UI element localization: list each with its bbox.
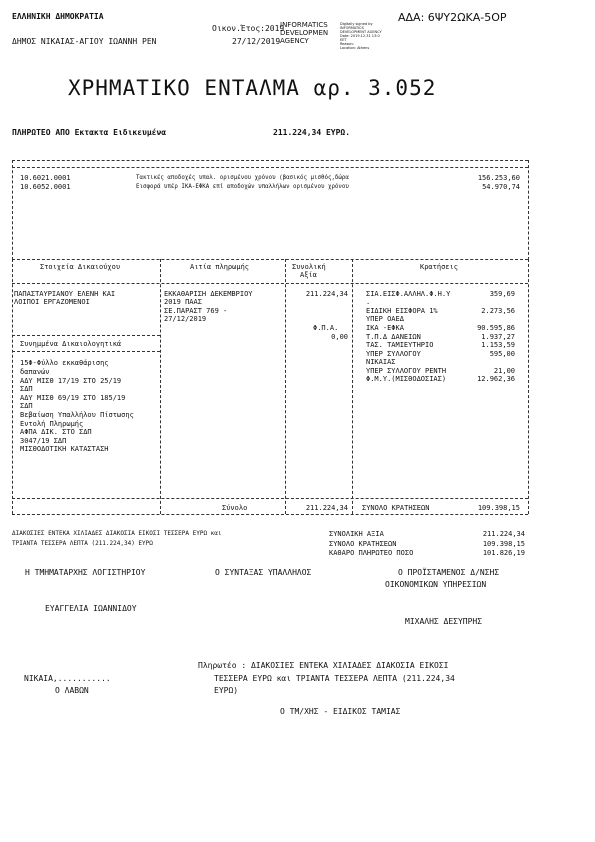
footer-receiver: Ο ΛΑΒΩΝ: [55, 686, 89, 695]
signature-director-name: ΜΙΧΑΛΗΣ ΔΕΣΥΠΡΗΣ: [405, 617, 483, 626]
payable-label: ΠΛΗΡΩΤΕΟ ΑΠΟ Εκτακτα Ειδικευμένα: [12, 128, 167, 137]
deduction-label: ΥΠΕΡ ΣΥΛΛΟΓΟΥ: [366, 350, 421, 358]
reason-line: ΕΚΚΑΘΑΡΙΣΗ ΔΕΚΕΜΒΡΙΟΥ: [164, 290, 253, 298]
sum-value: 211.224,34: [305, 504, 348, 512]
divider: [528, 160, 529, 260]
sum-deductions-label: ΣΥΝΟΛΟ ΚΡΑΤΗΣΕΩΝ: [362, 504, 430, 512]
deduction-label: .: [366, 298, 371, 306]
attachment-item: 3047/19 ΣΔΠ: [20, 437, 67, 445]
sum-label: Σύνολο: [222, 504, 248, 512]
deduction-label: ΣΙΑ.ΕΙΣΦ.ΑΛΛΗΛ.Φ.Η.Υ: [366, 290, 451, 298]
header-beneficiary: Στοιχεία Δικαιούχου: [40, 263, 121, 271]
attachment-item: Εντολή Πληρωμής: [20, 420, 84, 428]
header-total: Συνολική: [292, 263, 326, 271]
deduction-label: Φ.Μ.Υ.(ΜΙΣΘΟΔΟΣΙΑΣ): [366, 375, 447, 383]
table-top-border: [12, 259, 528, 260]
attachment-item: ΜΙΣΘΟΔΟΤΙΚΗ ΚΑΤΑΣΤΑΣΗ: [20, 445, 109, 453]
deduction-label: ΙΚΑ -ΕΦΚΑ: [366, 324, 404, 332]
paid-line-1: Πληρωτέο : ΔΙΑΚΟΣΙΕΣ ΕΝΤΕΚΑ ΧΙΛΙΑΔΕΣ ΔΙΑΚΟΣΙΑ ΕΙΚΟΣΙ: [198, 661, 449, 670]
attachment-item: δαπανών: [20, 368, 50, 376]
payable-amount: 211.224,34 ΕΥΡΩ.: [273, 128, 351, 137]
header-total-2: Αξία: [300, 271, 317, 279]
summary-total-label: ΣΥΝΟΛΙΚΗ ΑΞΙΑ: [329, 530, 384, 538]
attachment-item: ΑΦΠΑ ΔΙΚ. ΣΤΟ ΣΔΠ: [20, 428, 92, 436]
deduction-label: ΕΙΔΙΚΗ ΕΙΣΦΟΡΑ 1%: [366, 307, 438, 315]
col-border: [12, 259, 13, 514]
summary-net-label: ΚΑΘΑΡΟ ΠΛΗΡΩΤΕΟ ΠΟΣΟ: [329, 549, 414, 557]
page-title: ΧΡΗΜΑΤΙΚΟ ΕΝΤΑΛΜΑ αρ. 3.052: [68, 76, 437, 100]
col-border: [352, 259, 353, 514]
footer-place: ΝΙΚΑΙΑ,...........: [24, 674, 111, 683]
stamp-line: INFORMATICS: [340, 26, 364, 30]
deduction-label: Τ.Π.Δ ΔΑΝΕΙΩΝ: [366, 333, 421, 341]
attachment-item: ΑΔΥ ΜΙΣΘ 69/19 ΣΤΟ 185/19: [20, 394, 126, 402]
amount-words-line2: ΤΡΙΑΝΤΑ ΤΕΣΣΕΡΑ ΛΕΠΤΑ (211.224,34) ΕΥΡΩ: [12, 540, 153, 547]
summary-total-value: 211.224,34: [482, 530, 525, 538]
document-date: 27/12/2019: [232, 37, 281, 46]
deduction-label: ΥΠΕΡ ΣΥΛΛΟΓΟΥ ΡΕΝΤΗ: [366, 367, 447, 375]
fpa-label: Φ.Π.Α.: [313, 324, 339, 332]
stamp-line: Location: Athens: [340, 46, 370, 50]
col-border: [285, 259, 286, 514]
total-value: 211.224,34: [305, 290, 348, 298]
attachment-item: Βεβαίωση Υπαλλήλου Πίστωσης: [20, 411, 134, 419]
divider: [12, 167, 528, 168]
stamp-logo-line1: INFORMATICS: [280, 21, 328, 29]
divider: [12, 160, 13, 260]
summary-deductions-value: 109.398,15: [482, 540, 525, 548]
paid-line-2: ΤΕΣΣΕΡΑ ΕΥΡΩ και ΤΡΙΑΝΤΑ ΤΕΣΣΕΡΑ ΛΕΠΤΑ (211.224,34: [214, 674, 455, 683]
signature-director-line1: Ο ΠΡΟΪΣΤΑΜΕΝΟΣ Δ/ΝΣΗΣ: [398, 568, 500, 577]
attachment-item: 15Φ-Φύλλο εκκαθάρισης: [20, 359, 109, 367]
stamp-logo-line3: AGENCY: [280, 37, 309, 45]
col-border: [528, 259, 529, 514]
col-border: [160, 259, 161, 514]
stamp-line: EET: [340, 38, 347, 42]
municipality-name: ΔΗΜΟΣ ΝΙΚΑΙΑΣ-ΑΓΙΟΥ ΙΩΑΝΝΗ ΡΕΝ: [12, 37, 157, 46]
code-row-2-desc: Εισφορά υπέρ ΙΚΑ-ΕΦΚΑ επί αποδοχών υπαλλήλων ορισμένου χρόνου: [136, 184, 349, 190]
code-row-1-code: 10.6021.0001: [20, 174, 71, 182]
fiscal-year: Οικον.Έτος:2019: [212, 24, 285, 33]
deduction-label: ΝΙΚΑΙΑΣ: [366, 358, 396, 366]
attachment-item: ΣΔΠ: [20, 402, 33, 410]
signature-director-line2: ΟΙΚΟΝΟΜΙΚΩΝ ΥΠΗΡΕΣΙΩΝ: [385, 580, 487, 589]
summary-deductions-label: ΣΥΝΟΛΟ ΚΡΑΤΗΣΕΩΝ: [329, 540, 397, 548]
table-header-border: [12, 283, 528, 284]
table-sum-border: [12, 498, 528, 499]
header-deductions: Κρατήσεις: [420, 263, 458, 271]
header-reason: Αιτία πληρωμής: [190, 263, 250, 271]
table-bottom-border: [12, 514, 528, 515]
deduction-value: 2.273,56: [481, 307, 515, 315]
sum-deductions-value: 109.398,15: [477, 504, 520, 512]
stamp-logo-line2: DEVELOPMEN: [280, 29, 329, 37]
paid-line-3: ΕΥΡΩ): [214, 686, 239, 695]
deduction-value: 1.153,59: [481, 341, 515, 349]
stamp-line: Reason:: [340, 42, 354, 46]
republic-label: ΕΛΛΗΝΙΚΗ ΔΗΜΟΚΡΑΤΙΑ: [12, 12, 104, 21]
reason-line: 27/12/2019: [164, 315, 207, 323]
footer-cashier: Ο ΤΜ/ΧΗΣ - ΕΙΔΙΚΟΣ ΤΑΜΙΑΣ: [280, 707, 401, 716]
stamp-line: Digitally signed by: [340, 22, 373, 26]
signature-author: Ο ΣΥΝΤΑΞΑΣ ΥΠΑΛΛΗΛΟΣ: [215, 568, 312, 577]
code-row-1-amount: 156.253,60: [477, 174, 520, 182]
divider: [12, 335, 160, 336]
stamp-line: Date: 2019.12.31 13:0: [340, 34, 380, 38]
stamp-line: DEVELOPMENT AGENCY: [340, 30, 382, 34]
summary-net-value: 101.826,19: [482, 549, 525, 557]
attachment-item: ΑΔΥ ΜΙΣΘ 17/19 ΣΤΟ 25/19: [20, 377, 122, 385]
deduction-value: 1.937,27: [481, 333, 515, 341]
reason-line: ΣΕ.ΠΑΡΑΣΤ 769 -: [164, 307, 228, 315]
deduction-value: 21,00: [493, 367, 515, 375]
digital-signature-stamp: [280, 22, 385, 58]
signature-head-accounting: Η ΤΜΗΜΑΤΑΡΧΗΣ ΛΟΓΙΣΤΗΡΙΟΥ: [25, 568, 146, 577]
code-row-2-code: 10.6052.0001: [20, 183, 71, 191]
divider: [12, 351, 160, 352]
code-row-1-desc: Τακτικές αποδοχές υπαλ. ορισμένου χρόνου (βασικός μισθός,δώρα: [136, 175, 349, 181]
signature-head-name: ΕΥΑΓΓΕΛΙΑ ΙΩΑΝΝΙΔΟΥ: [45, 604, 137, 613]
divider: [12, 160, 528, 161]
deduction-value: 359,69: [489, 290, 515, 298]
deduction-value: 12.962,36: [477, 375, 515, 383]
attachment-item: ΣΔΠ: [20, 385, 33, 393]
beneficiary-name-2: ΛΟΙΠΟΙ ΕΡΓΑΖΟΜΕΝΟΙ: [14, 298, 90, 306]
code-row-2-amount: 54.970,74: [482, 183, 520, 191]
beneficiary-name: ΠΑΠΑΣΤΑΥΡΙΑΝΟΥ ΕΛΕΝΗ ΚΑΙ: [14, 290, 116, 298]
ada-code: ΑΔΑ: 6ΨΥ2ΩΚΑ-5ΟΡ: [398, 11, 507, 24]
fpa-value: 0,00: [331, 333, 348, 341]
attachments-label: Συνημμένα Δικαιολογητικά: [20, 340, 122, 348]
deduction-value: 595,00: [489, 350, 515, 358]
deduction-label: ΥΠΕΡ ΟΑΕΔ: [366, 315, 404, 323]
deduction-label: ΤΑΣ. ΤΑΜΙΕΥΤΗΡΙΟ: [366, 341, 434, 349]
deduction-value: 90.595,86: [477, 324, 515, 332]
amount-words-line1: ΔΙΑΚΟΣΙΕΣ ΕΝΤΕΚΑ ΧΙΛΙΑΔΕΣ ΔΙΑΚΟΣΙΑ ΕΙΚΟΣΙ ΤΕΣΣΕΡΑ ΕΥΡΩ και: [12, 530, 222, 537]
reason-line: 2019 ΠΑΑΣ: [164, 298, 202, 306]
